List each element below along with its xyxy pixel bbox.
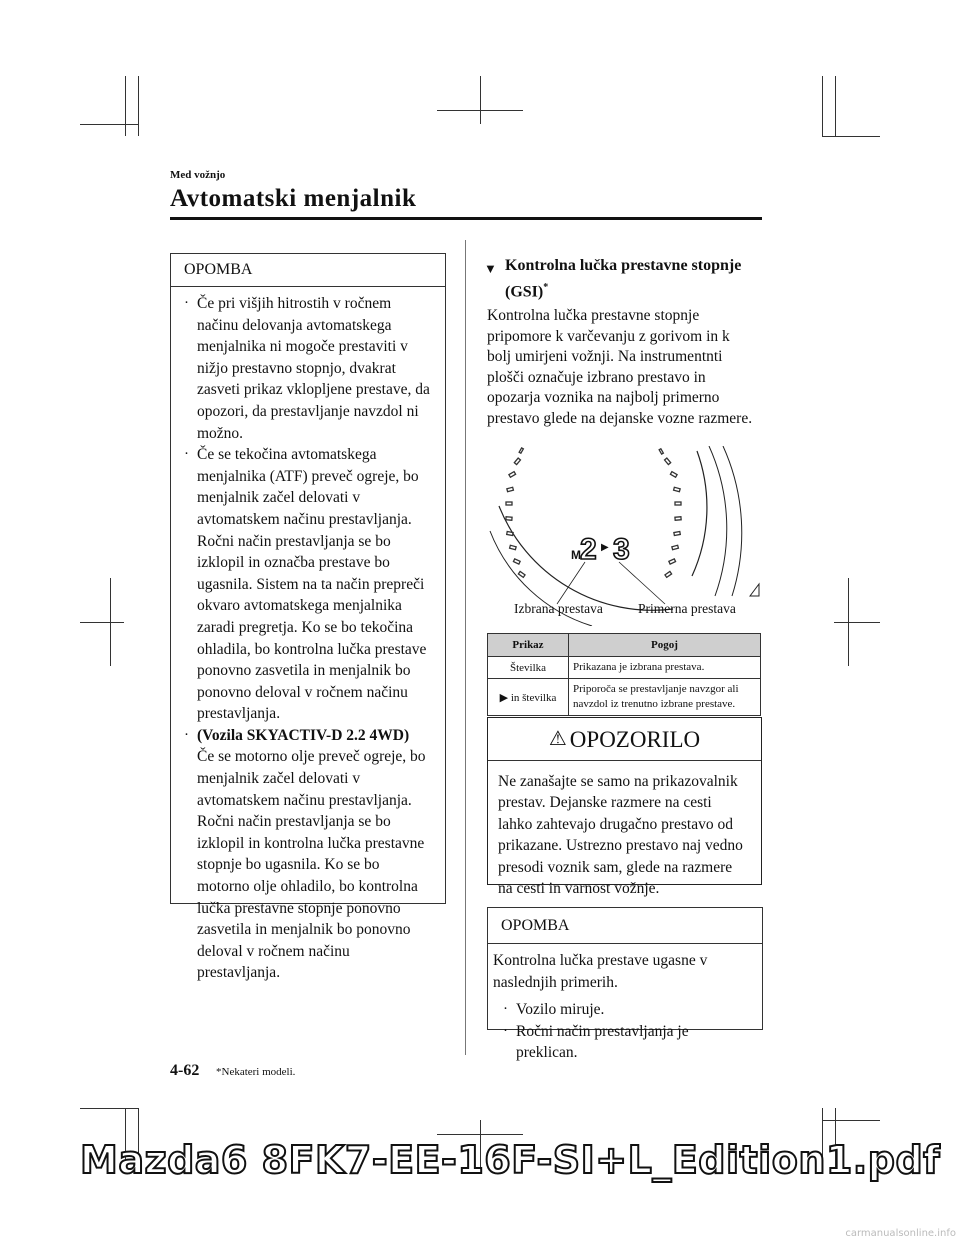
label-recommended-gear: Primerna prestava: [638, 601, 736, 616]
gsi-table: [487, 633, 761, 716]
bullet-icon: ·: [503, 1022, 508, 1039]
table-header: Pogoj: [569, 634, 761, 657]
note-bullet-2: · Če se tekočina avtomatskega menjalnika (ATF) preveč ogreje, bo menjalnik začel delovati v avtomatskem načinu prestavljanja. Ročni način prestavljanja se bo izklopil in označba prestave bo ugasnila. Sistem na ta način prepreči okvaro avtomatskega menjalnika zaradi pregretja. Ko se bo tekočina ohladila, bo kontrolna lučka prestave ponovno zasvetila in menjalnik bo ponovno deloval v ročnem načinu prestavljanja.: [184, 446, 427, 723]
column-divider: [465, 240, 466, 1055]
table-cell: Prikazana je izbrana prestava.: [569, 657, 761, 679]
vehicle-variant: (Vozila SKYACTIV-D 2.2 4WD): [197, 726, 410, 744]
note-heading: OPOMBA: [171, 254, 445, 287]
table-cell: Priporoča se prestavljanje navzgor ali navzdol iz trenutno izbrane prestave.: [569, 679, 761, 716]
note-text: Kontrolna lučka prestave ugasne v naslednjih primerih.: [493, 952, 708, 991]
bullet-icon: ·: [184, 446, 189, 463]
current-gear-digit: 2: [580, 533, 597, 566]
table-header: Prikaz: [488, 634, 569, 657]
bullet-icon: ·: [503, 1001, 508, 1018]
warning-text: Ne zanašajte se samo na prikazovalnik prestav. Dejanske razmere na cesti lahko zahtevajo drugačno prestavo od prikazane. Ustrezno prestavo naj vedno presodi voznik sam, glede na razmere na cesti in varnost vožnje.: [498, 773, 743, 898]
gsi-figure: [487, 446, 762, 631]
table-row: [488, 679, 761, 716]
table-row: [488, 657, 761, 679]
title-rule: [170, 217, 762, 220]
bullet-icon: ·: [184, 726, 189, 743]
warning-heading: OPOZORILO: [569, 727, 701, 752]
instrument-cluster-illustration: [487, 446, 762, 626]
footnote-mark: *: [543, 282, 549, 293]
recommended-gear-digit: 3: [613, 533, 630, 566]
label-selected-gear: Izbrana prestava: [514, 601, 603, 616]
gsi-description: Kontrolna lučka prestavne stopnje pripomore k varčevanju z gorivom in k bolj umirjeni vožnji. Na instrumentnti plošči označuje izbrano prestavo in opozarja voznika na najbolj primerno prestavo glede na dejanske vozne razmere.: [487, 307, 753, 427]
warning-box: [487, 717, 762, 898]
page-number: 4-62: [170, 1062, 200, 1079]
section-label: Med vožnjo: [170, 169, 226, 181]
note-box-right: [487, 907, 763, 1062]
mode-letter: M: [571, 548, 581, 562]
triangle-right-icon: ▶: [601, 542, 609, 553]
note-bullet-1: · Če pri višjih hitrostih v ročnem načinu delovanja avtomatskega menjalnika ni mogoče prestaviti v nižjo prestavno stopnjo, dvakrat zasveti prikaz vklopljene prestave, da opozori, da prestavljanje navzdol ni možno.: [184, 295, 430, 442]
table-cell: ▶ in številka: [488, 679, 569, 716]
note-bullet: · Ročni način prestavljanja je preklican.: [503, 1022, 689, 1062]
note-bullet-3: · (Vozila SKYACTIV-D 2.2 4WD) Če se motorno olje preveč ogreje, bo menjalnik začel delovati v avtomatskem načinu prestavljanja. Ročni način prestavljanja se bo izklopil in kontrolna lučka prestavne stopnje bo ugasnila. Ko se bo motorno olje ohladilo, bo kontrolna lučka prestavne stopnje ponovno zasvetila in menjalnik bo ponovno deloval v ročnem načinu prestavljanja.: [184, 726, 426, 982]
table-cell: Številka: [488, 657, 569, 679]
page-title: Avtomatski menjalnik: [170, 185, 417, 212]
triangle-right-icon: ▶: [499, 691, 509, 704]
warning-icon: ⚠: [548, 728, 567, 750]
triangle-down-icon: ▼: [484, 261, 497, 276]
file-watermark: Mazda6 8FK7-EE-16F-SI+L_Edition1.pdf: [80, 1138, 941, 1182]
site-watermark: carmanualsonline.info: [845, 1228, 956, 1239]
note-bullet: · Vozilo miruje.: [503, 999, 749, 1021]
bullet-icon: ·: [184, 295, 189, 311]
note-box-left: [170, 253, 446, 982]
note-heading: OPOMBA: [488, 908, 762, 944]
footnote: *Nekateri modeli.: [216, 1066, 296, 1078]
subheading-gsi: ▼ Kontrolna lučka prestavne stopnje (GSI)*: [484, 257, 742, 301]
